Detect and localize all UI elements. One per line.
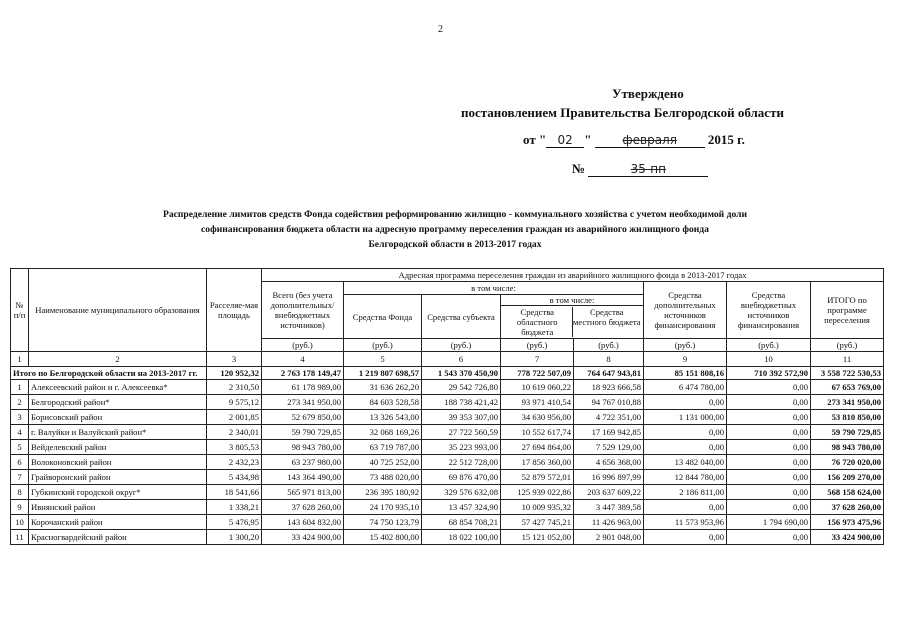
- cell-itogo: 156 973 475,96: [811, 515, 884, 530]
- cell-total: 143 604 832,00: [262, 515, 344, 530]
- cell-no: 2: [11, 395, 29, 410]
- cell-subject: 39 353 307,00: [422, 410, 501, 425]
- unit-10: (руб.): [727, 339, 811, 352]
- cell-itogo: 67 653 769,00: [811, 380, 884, 395]
- cell-extrabudget: 0,00: [727, 425, 811, 440]
- table-row: [11, 515, 884, 530]
- allocation-table: [10, 268, 884, 545]
- cell-additional: 0,00: [644, 395, 727, 410]
- cell-itogo: 76 720 020,00: [811, 455, 884, 470]
- cell-regional: 93 971 410,54: [501, 395, 574, 410]
- cell-area: 3 805,53: [207, 440, 262, 455]
- cell-area: 2 310,50: [207, 380, 262, 395]
- date-day: 02: [546, 133, 584, 148]
- cell-extrabudget: 0,00: [727, 440, 811, 455]
- cell-total: 98 943 780,00: [262, 440, 344, 455]
- unit-11: (руб.): [811, 339, 884, 352]
- col-num: 4: [262, 352, 344, 367]
- cell-additional: 0,00: [644, 500, 727, 515]
- cell-area: 2 432,23: [207, 455, 262, 470]
- cell-area: 9 575,12: [207, 395, 262, 410]
- cell-no: 1: [11, 380, 29, 395]
- cell-no: 9: [11, 500, 29, 515]
- cell-area: 1 338,21: [207, 500, 262, 515]
- cell-total: 565 971 813,00: [262, 485, 344, 500]
- unit-7: (руб.): [501, 339, 574, 352]
- cell-itogo: 98 943 780,00: [811, 440, 884, 455]
- approval-line-2: постановлением Правительства Белгородской области: [461, 105, 784, 120]
- cell-local: 3 447 389,58: [574, 500, 644, 515]
- page-number: 2: [438, 24, 443, 35]
- cell-no: 4: [11, 425, 29, 440]
- unit-6: (руб.): [422, 339, 501, 352]
- cell-no: 6: [11, 455, 29, 470]
- cell-subject: 329 576 632,08: [422, 485, 501, 500]
- header-extrabudget: Средства внебюджетных источников финансирования: [727, 282, 811, 339]
- cell-name: Красногвардейский район: [29, 530, 207, 545]
- unit-5: (руб.): [344, 339, 422, 352]
- cell-total: 63 237 980,00: [262, 455, 344, 470]
- cell-name: Вейделевский район: [29, 440, 207, 455]
- cell-local: 203 637 609,22: [574, 485, 644, 500]
- cell-additional: 2 186 811,00: [644, 485, 727, 500]
- cell-local: 4 656 368,00: [574, 455, 644, 470]
- title-line-2: софинансирования бюджета области на адресную программу переселения граждан из аварийного жилищного фонда: [201, 224, 709, 235]
- table-row: [11, 440, 884, 455]
- col-num: 5: [344, 352, 422, 367]
- cell-no: 10: [11, 515, 29, 530]
- col-num: 3: [207, 352, 262, 367]
- cell-itogo: 59 790 729,85: [811, 425, 884, 440]
- col-num: 8: [574, 352, 644, 367]
- cell-fund: 31 636 262,20: [344, 380, 422, 395]
- header-local: Средства местного бюджета: [572, 307, 641, 327]
- date-prefix: от ": [523, 132, 547, 147]
- col-num: 7: [501, 352, 574, 367]
- table-row: [11, 470, 884, 485]
- cell-subject: 188 738 421,42: [422, 395, 501, 410]
- header-area: Расселяе-мая площадь: [207, 269, 262, 352]
- cell-extrabudget: 0,00: [727, 455, 811, 470]
- table-row: [11, 500, 884, 515]
- cell-additional: 1 131 000,00: [644, 410, 727, 425]
- total-additional: 85 151 808,16: [644, 367, 727, 380]
- cell-itogo: 33 424 900,00: [811, 530, 884, 545]
- cell-regional: 125 939 022,86: [501, 485, 574, 500]
- header-total: Всего (без учета дополнительных/ внебюджетных источников): [262, 282, 344, 339]
- cell-fund: 236 395 180,92: [344, 485, 422, 500]
- unit-9: (руб.): [644, 339, 727, 352]
- cell-regional: 10 619 060,22: [501, 380, 574, 395]
- date-year: 2015 г.: [707, 132, 745, 147]
- cell-fund: 15 402 800,00: [344, 530, 422, 545]
- cell-regional: 15 121 052,00: [501, 530, 574, 545]
- cell-area: 1 300,20: [207, 530, 262, 545]
- cell-area: 5 476,95: [207, 515, 262, 530]
- title-line-1: Распределение лимитов средств Фонда содействия реформированию жилищно - коммунального хозяйства с учетом необходимой доли: [162, 209, 748, 220]
- cell-subject: 22 512 728,00: [422, 455, 501, 470]
- cell-no: 3: [11, 410, 29, 425]
- cell-no: 8: [11, 485, 29, 500]
- cell-total: 143 364 490,00: [262, 470, 344, 485]
- col-num: 11: [811, 352, 884, 367]
- cell-name: Волоконовский район: [29, 455, 207, 470]
- total-area: 120 952,32: [207, 367, 262, 380]
- unit-4: (руб.): [262, 339, 344, 352]
- date-mid: ": [584, 132, 592, 147]
- date-month: февраля: [595, 133, 705, 148]
- header-program: Адресная программа переселения граждан из аварийного жилищного фонда в 2013-2017 годах: [262, 269, 884, 282]
- cell-subject: 13 457 324,90: [422, 500, 501, 515]
- cell-subject: 68 854 708,21: [422, 515, 501, 530]
- total-label: Итого по Белгородской области на 2013-2017 гг.: [11, 367, 207, 380]
- cell-name: Борисовский район: [29, 410, 207, 425]
- cell-additional: 12 844 780,00: [644, 470, 727, 485]
- approval-date: [523, 132, 745, 148]
- cell-regional: 52 879 572,01: [501, 470, 574, 485]
- cell-name: Грайворонский район: [29, 470, 207, 485]
- cell-subject: 35 223 993,00: [422, 440, 501, 455]
- table-row: [11, 425, 884, 440]
- cell-extrabudget: 1 794 690,00: [727, 515, 811, 530]
- cell-additional: 11 573 953,96: [644, 515, 727, 530]
- approval-line-1: Утверждено: [612, 86, 684, 101]
- cell-itogo: 273 341 950,00: [811, 395, 884, 410]
- cell-no: 7: [11, 470, 29, 485]
- header-subject: Средства субъекта: [422, 295, 501, 339]
- cell-fund: 84 603 528,58: [344, 395, 422, 410]
- cell-fund: 32 068 169,26: [344, 425, 422, 440]
- cell-name: Белгородский район*: [29, 395, 207, 410]
- cell-itogo: 568 158 624,00: [811, 485, 884, 500]
- header-fund: Средства Фонда: [344, 295, 422, 339]
- cell-total: 61 178 989,00: [262, 380, 344, 395]
- cell-subject: 27 722 560,59: [422, 425, 501, 440]
- total-row: [11, 367, 884, 380]
- cell-name: Ивнянский район: [29, 500, 207, 515]
- number-prefix: №: [572, 161, 586, 176]
- cell-extrabudget: 0,00: [727, 470, 811, 485]
- approval-number: [572, 161, 708, 177]
- cell-itogo: 53 810 850,00: [811, 410, 884, 425]
- cell-area: 2 340,01: [207, 425, 262, 440]
- cell-regional: 10 009 935,32: [501, 500, 574, 515]
- cell-fund: 24 170 935,10: [344, 500, 422, 515]
- cell-fund: 13 326 543,00: [344, 410, 422, 425]
- cell-area: 5 434,98: [207, 470, 262, 485]
- header-incl2: в том числе: Средства областного бюджета Средства местного бюджета: [501, 295, 644, 339]
- cell-extrabudget: 0,00: [727, 530, 811, 545]
- cell-extrabudget: 0,00: [727, 395, 811, 410]
- cell-regional: 27 694 864,00: [501, 440, 574, 455]
- col-num: 6: [422, 352, 501, 367]
- cell-name: г. Валуйки и Валуйский район*: [29, 425, 207, 440]
- title-line-3: Белгородской области в 2013-2017 годах: [368, 239, 542, 250]
- cell-regional: 17 856 360,00: [501, 455, 574, 470]
- cell-additional: 13 482 040,00: [644, 455, 727, 470]
- cell-regional: 10 552 617,74: [501, 425, 574, 440]
- col-num: 1: [11, 352, 29, 367]
- cell-subject: 29 542 726,80: [422, 380, 501, 395]
- table-row: [11, 410, 884, 425]
- cell-subject: 69 876 470,00: [422, 470, 501, 485]
- total-local: 764 647 943,81: [574, 367, 644, 380]
- total-fund: 1 219 807 698,57: [344, 367, 422, 380]
- cell-area: 18 541,66: [207, 485, 262, 500]
- cell-area: 2 001,85: [207, 410, 262, 425]
- cell-local: 2 901 048,00: [574, 530, 644, 545]
- cell-additional: 0,00: [644, 530, 727, 545]
- cell-extrabudget: 0,00: [727, 485, 811, 500]
- header-regional: Средства областного бюджета: [503, 307, 573, 337]
- cell-additional: 0,00: [644, 440, 727, 455]
- cell-itogo: 156 209 270,00: [811, 470, 884, 485]
- cell-no: 5: [11, 440, 29, 455]
- table-row: [11, 455, 884, 470]
- cell-itogo: 37 628 260,00: [811, 500, 884, 515]
- cell-local: 11 426 963,00: [574, 515, 644, 530]
- cell-no: 11: [11, 530, 29, 545]
- header-name: Наименование муниципального образования: [29, 269, 207, 352]
- header-no: № п/п: [11, 269, 29, 352]
- cell-total: 33 424 900,00: [262, 530, 344, 545]
- cell-total: 52 679 850,00: [262, 410, 344, 425]
- cell-subject: 18 022 100,00: [422, 530, 501, 545]
- cell-total: 59 790 729,85: [262, 425, 344, 440]
- total-total: 2 763 178 149,47: [262, 367, 344, 380]
- cell-total: 273 341 950,00: [262, 395, 344, 410]
- header-incl: в том числе:: [344, 282, 644, 295]
- table-row: [11, 485, 884, 500]
- cell-local: 18 923 666,58: [574, 380, 644, 395]
- cell-fund: 74 750 123,79: [344, 515, 422, 530]
- total-extrabudget: 710 392 572,90: [727, 367, 811, 380]
- table-row: [11, 395, 884, 410]
- cell-local: 16 996 897,99: [574, 470, 644, 485]
- cell-extrabudget: 0,00: [727, 410, 811, 425]
- cell-extrabudget: 0,00: [727, 380, 811, 395]
- table-row: [11, 530, 884, 545]
- col-num: 10: [727, 352, 811, 367]
- document-title: [110, 207, 800, 252]
- cell-local: 17 169 942,85: [574, 425, 644, 440]
- cell-local: 94 767 010,88: [574, 395, 644, 410]
- cell-additional: 0,00: [644, 425, 727, 440]
- cell-name: Корочанский район: [29, 515, 207, 530]
- cell-local: 4 722 351,00: [574, 410, 644, 425]
- header-itogo: ИТОГО по программе переселения: [811, 282, 884, 339]
- column-number-row: [11, 352, 884, 367]
- cell-additional: 6 474 780,00: [644, 380, 727, 395]
- unit-8: (руб.): [574, 339, 644, 352]
- total-subject: 1 543 370 450,90: [422, 367, 501, 380]
- cell-fund: 63 719 787,00: [344, 440, 422, 455]
- cell-regional: 34 630 956,00: [501, 410, 574, 425]
- cell-local: 7 529 129,00: [574, 440, 644, 455]
- cell-fund: 40 725 252,00: [344, 455, 422, 470]
- table-row: [11, 380, 884, 395]
- cell-extrabudget: 0,00: [727, 500, 811, 515]
- total-regional: 778 722 507,09: [501, 367, 574, 380]
- cell-name: Алексеевский район и г. Алексеевка*: [29, 380, 207, 395]
- col-num: 9: [644, 352, 727, 367]
- cell-regional: 57 427 745,21: [501, 515, 574, 530]
- col-num: 2: [29, 352, 207, 367]
- header-additional: Средства дополнительных источников финансирования: [644, 282, 727, 339]
- total-itogo: 3 558 722 530,53: [811, 367, 884, 380]
- cell-name: Губкинский городской округ*: [29, 485, 207, 500]
- number-value: 35-пп: [588, 162, 708, 177]
- cell-fund: 73 488 020,00: [344, 470, 422, 485]
- cell-total: 37 628 260,00: [262, 500, 344, 515]
